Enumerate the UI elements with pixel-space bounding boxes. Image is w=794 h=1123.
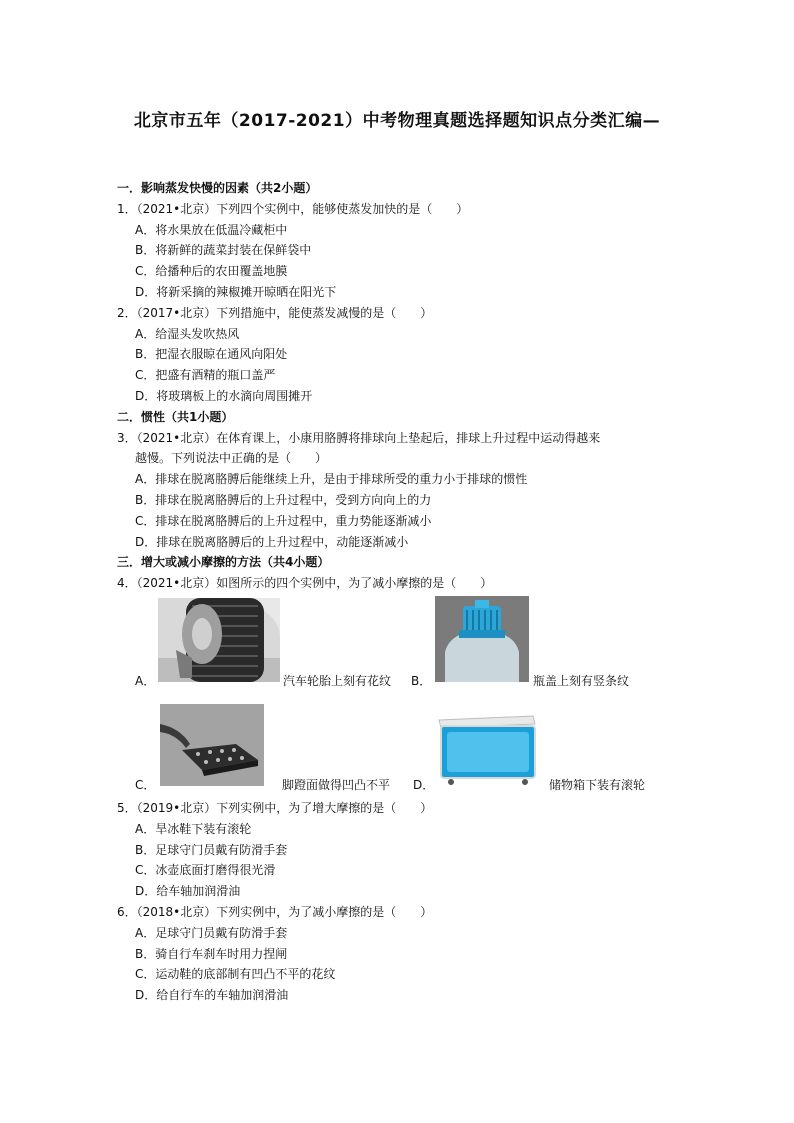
storage-box-icon: [435, 710, 539, 786]
pedal-image: [160, 704, 264, 786]
bottle-cap-icon: [435, 596, 529, 682]
option-text: D．将玻璃板上的水滴向周围摊开: [135, 388, 313, 403]
option-text: C．把盛有酒精的瓶口盖严: [135, 368, 276, 383]
question-stem: 2．（2017•北京）下列措施中，能使蒸发减慢的是（ ）: [117, 305, 433, 320]
option-label: B．: [411, 673, 432, 688]
option-caption: 脚蹬面做得凹凸不平: [282, 777, 391, 792]
option-text: B．足球守门员戴有防滑手套: [135, 842, 288, 857]
option-text: B．把湿衣服晾在通风向阳处: [135, 347, 288, 362]
option-caption: 储物箱下装有滚轮: [549, 777, 646, 792]
section-heading: 二．惯性（共1小题）: [117, 409, 234, 424]
option-caption: 汽车轮胎上刻有花纹: [283, 673, 392, 688]
option-text: D．给自行车的车轴加润滑油: [135, 988, 289, 1003]
option-text: A．足球守门员戴有防滑手套: [135, 925, 288, 940]
option-text: D．给车轴加润滑油: [135, 884, 241, 899]
option-text: C．排球在脱离胳膊后的上升过程中，重力势能逐渐减小: [135, 513, 432, 528]
option-text: A．旱冰鞋下装有滚轮: [135, 821, 252, 836]
option-text: C．运动鞋的底部制有凹凸不平的花纹: [135, 967, 336, 982]
option-text: D．排球在脱离胳膊后的上升过程中，动能逐渐减小: [135, 534, 409, 549]
section-heading: 一．影响蒸发快慢的因素（共2小题）: [117, 181, 318, 195]
option-text: A．将水果放在低温冷藏柜中: [135, 222, 288, 237]
question-stem-continued: 越慢。下列说法中正确的是（ ）: [135, 451, 328, 466]
option-text: B．排球在脱离胳膊后的上升过程中，受到方向向上的力: [135, 492, 432, 507]
car-tire-icon: [158, 598, 280, 682]
bicycle-pedal-icon: [160, 704, 264, 786]
document-title: 北京市五年（2017-2021）中考物理真题选择题知识点分类汇编—: [133, 111, 661, 131]
question-stem: 6．（2018•北京）下列实例中，为了减小摩擦的是（ ）: [117, 904, 433, 919]
option-text: A．排球在脱离胳膊后能继续上升，是由于排球所受的重力小于排球的惯性: [135, 472, 528, 487]
option-label: A．: [135, 673, 156, 688]
car-tire-image: [158, 598, 280, 682]
bottle-cap-image: [435, 596, 529, 682]
question-stem: 5．（2019•北京）下列实例中，为了增大摩擦的是（ ）: [117, 800, 433, 815]
option-text: B．将新鲜的蔬菜封装在保鲜袋中: [135, 243, 312, 258]
option-text: D．将新采摘的辣椒摊开晾晒在阳光下: [135, 284, 337, 299]
image-options-row: [117, 598, 717, 698]
option-label: C．: [135, 777, 156, 792]
option-text: C．给播种后的农田覆盖地膜: [135, 264, 288, 279]
option-text: C．冰壶底面打磨得很光滑: [135, 863, 276, 878]
storage-box-image: [435, 710, 539, 786]
option-label: D．: [413, 777, 435, 792]
question-stem: 4．（2021•北京）如图所示的四个实例中，为了减小摩擦的是（ ）: [117, 576, 493, 591]
option-text: A．给湿头发吹热风: [135, 326, 240, 341]
question-stem: 1．（2021•北京）下列四个实例中，能够使蒸发加快的是（ ）: [117, 201, 469, 216]
question-list: [117, 178, 717, 1006]
section-heading: 三．增大或减小摩擦的方法（共4小题）: [117, 555, 330, 570]
question-stem: 3．（2021•北京）在体育课上，小康用胳膊将排球向上垫起后，排球上升过程中运动得越来: [117, 430, 601, 445]
image-options-row: [117, 704, 717, 798]
option-text: B．骑自行车刹车时用力捏闸: [135, 946, 288, 961]
option-caption: 瓶盖上刻有竖条纹: [533, 673, 630, 688]
